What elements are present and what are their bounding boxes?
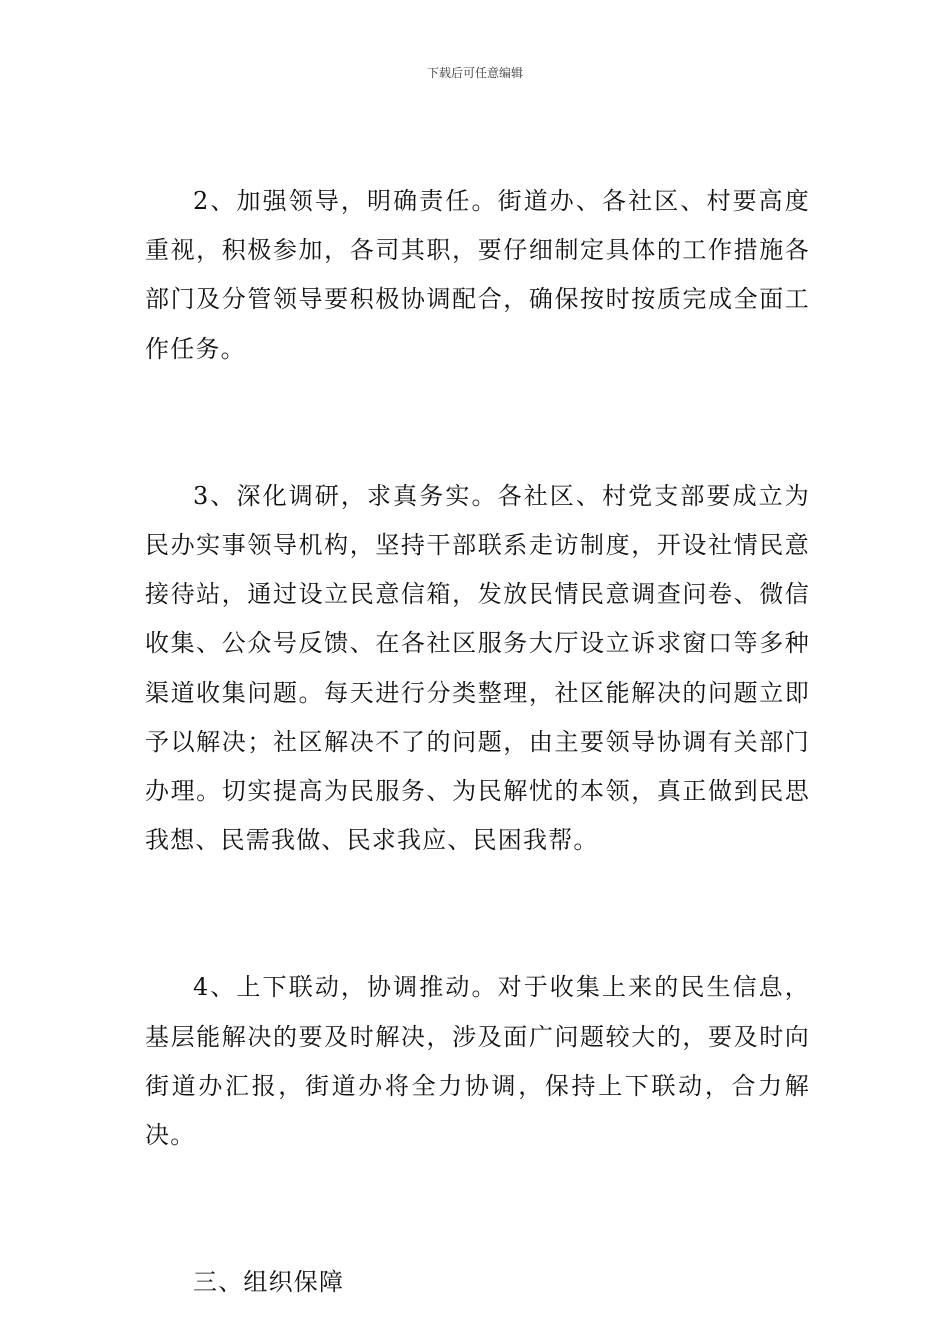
document-body <box>145 177 810 1307</box>
paragraph-3-research: 3、深化调研，求真务实。各社区、村党支部要成立为民办实事领导机构，坚持干部联系走访制度，开设社情民意接待站，通过设立民意信箱，发放民情民意调查问卷、微信收集、公众号反馈、在各社区服务大厅设立诉求窗口等多种渠道收集问题。每天进行分类整理，社区能解决的问题立即予以解决；社区解决不了的问题，由主要领导协调有关部门办理。切实提高为民服务、为民解忧的本领，真正做到民思我想、民需我做、民求我应、民困我帮。 <box>145 481 810 855</box>
paragraph-4-coordination: 4、上下联动，协调推动。对于收集上来的民生信息，基层能解决的要及时解决，涉及面广问题较大的，要及时向街道办汇报，街道办将全力协调，保持上下联动，合力解决。 <box>145 973 810 1150</box>
paragraph-2-leadership: 2、加强领导，明确责任。街道办、各社区、村要高度重视，积极参加，各司其职，要仔细制定具体的工作措施各部门及分管领导要积极协调配合，确保按时按质完成全面工作任务。 <box>145 187 810 363</box>
page-header-note: 下载后可任意编辑 <box>426 66 523 80</box>
section-heading-organization: 三、组织保障 <box>193 1268 345 1297</box>
